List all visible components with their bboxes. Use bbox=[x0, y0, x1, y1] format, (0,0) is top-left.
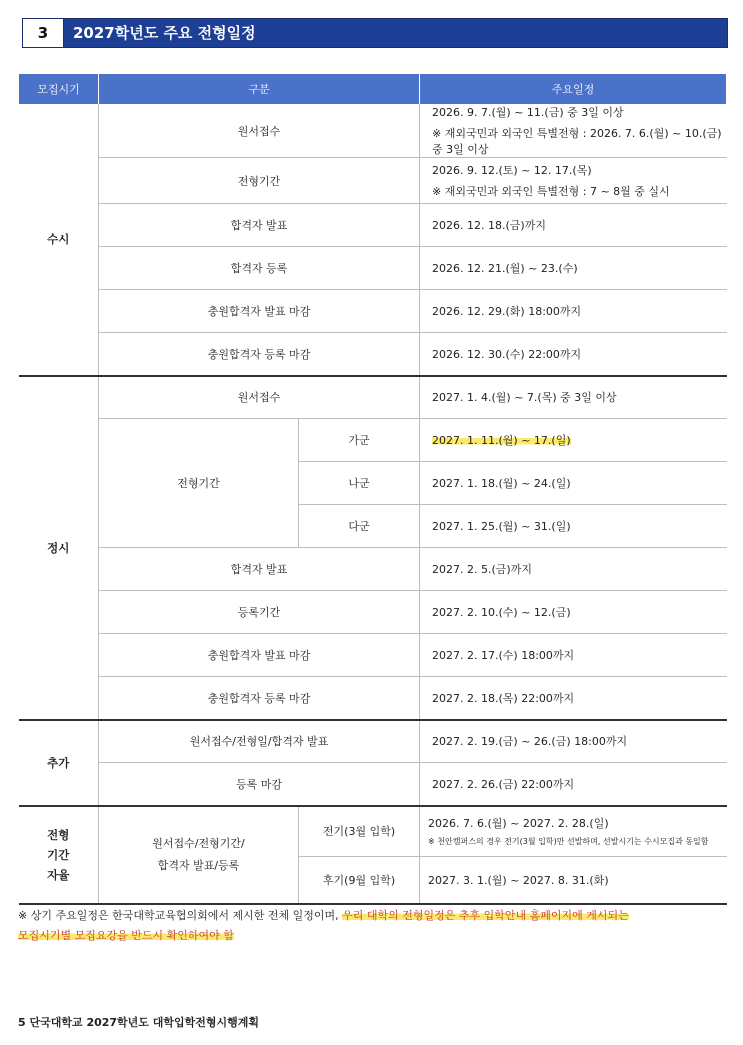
page-footer: 5 단국대학교 2027학년도 대학입학전형시행계획 bbox=[18, 1016, 260, 1029]
jeongsi-cat-apply: 원서접수 bbox=[99, 376, 420, 419]
susi-cat-3: 합격자 등록 bbox=[99, 247, 420, 290]
jeongsi-val-2: 2027. 2. 17.(수) 18:00까지 bbox=[420, 634, 727, 677]
jeongsi-val-3: 2027. 2. 18.(목) 22:00까지 bbox=[420, 677, 727, 720]
jeongsi-cat-3: 충원합격자 등록 마감 bbox=[99, 677, 420, 720]
group-na-value: 2027. 1. 18.(월) ~ 24.(일) bbox=[420, 462, 727, 505]
susi-val-2: 2026. 12. 18.(금)까지 bbox=[420, 204, 727, 247]
jayul-second-value: 2027. 3. 1.(월) ~ 2027. 8. 31.(화) bbox=[420, 857, 727, 904]
susi-cat-5: 충원합격자 등록 마감 bbox=[99, 333, 420, 376]
jeongsi-val-apply: 2027. 1. 4.(월) ~ 7.(목) 중 3일 이상 bbox=[420, 376, 727, 419]
period-jeongsi: 정시 bbox=[19, 376, 99, 720]
chuga-val-0: 2027. 2. 19.(금) ~ 26.(금) 18:00까지 bbox=[420, 720, 727, 763]
chuga-val-1: 2027. 2. 26.(금) 22:00까지 bbox=[420, 763, 727, 806]
susi-val-4: 2026. 12. 29.(화) 18:00까지 bbox=[420, 290, 727, 333]
period-chuga: 추가 bbox=[19, 720, 99, 806]
period-susi: 수시 bbox=[19, 104, 99, 376]
group-ga-value: 2027. 1. 11.(월) ~ 17.(일) bbox=[420, 419, 727, 462]
section-title: 2027학년도 주요 전형일정 bbox=[73, 24, 256, 42]
jeongsi-period-label: 전형기간 bbox=[99, 419, 299, 548]
jeongsi-val-1: 2027. 2. 10.(수) ~ 12.(금) bbox=[420, 591, 727, 634]
jeongsi-cat-2: 충원합격자 발표 마감 bbox=[99, 634, 420, 677]
susi-cat-1: 전형기간 bbox=[99, 158, 420, 204]
jeongsi-cat-1: 등록기간 bbox=[99, 591, 420, 634]
header-period: 모집시기 bbox=[19, 74, 99, 104]
susi-cat-2: 합격자 발표 bbox=[99, 204, 420, 247]
schedule-table bbox=[18, 74, 727, 905]
footnote-highlight-1: 우리 대학의 전형일정은 추후 입학안내 홈페이지에 게시되는 bbox=[342, 909, 629, 922]
susi-val-5: 2026. 12. 30.(수) 22:00까지 bbox=[420, 333, 727, 376]
jayul-first-term: 전기(3월 입학) bbox=[299, 806, 420, 857]
chuga-cat-1: 등록 마감 bbox=[99, 763, 420, 806]
susi-cat-0: 원서접수 bbox=[99, 104, 420, 158]
jayul-category: 원서접수/전형기간/ 합격자 발표/등록 bbox=[99, 806, 299, 904]
susi-val-1: 2026. 9. 12.(토) ~ 12. 17.(목) ※ 재외국민과 외국인 특별전형 : 7 ~ 8월 중 실시 bbox=[420, 158, 727, 204]
period-jayul: 전형 기간 자율 bbox=[19, 806, 99, 904]
jeongsi-cat-0: 합격자 발표 bbox=[99, 548, 420, 591]
footnote bbox=[18, 906, 728, 946]
group-ga: 가군 bbox=[299, 419, 420, 462]
susi-cat-4: 충원합격자 발표 마감 bbox=[99, 290, 420, 333]
section-title-bar bbox=[22, 18, 728, 48]
footnote-highlight-2: 모집시기별 모집요강을 반드시 확인하여야 함 bbox=[18, 929, 234, 942]
group-da-value: 2027. 1. 25.(월) ~ 31.(일) bbox=[420, 505, 727, 548]
section-number: 3 bbox=[23, 19, 64, 47]
jeongsi-val-0: 2027. 2. 5.(금)까지 bbox=[420, 548, 727, 591]
group-da: 다군 bbox=[299, 505, 420, 548]
jayul-first-value: 2026. 7. 6.(월) ~ 2027. 2. 28.(일) ※ 천안캠퍼스의 경우 전기(3월 입학)만 선발하며, 선발시기는 수시모집과 동일함 bbox=[420, 806, 727, 857]
header-schedule: 주요일정 bbox=[420, 74, 727, 104]
group-na: 나군 bbox=[299, 462, 420, 505]
susi-val-3: 2026. 12. 21.(월) ~ 23.(수) bbox=[420, 247, 727, 290]
footnote-prefix: ※ 상기 주요일정은 한국대학교육협의회에서 제시한 전체 일정이며, bbox=[18, 909, 343, 922]
jayul-second-term: 후기(9월 입학) bbox=[299, 857, 420, 904]
chuga-cat-0: 원서접수/전형일/합격자 발표 bbox=[99, 720, 420, 763]
susi-val-0: 2026. 9. 7.(월) ~ 11.(금) 중 3일 이상 ※ 재외국민과 외국인 특별전형 : 2026. 7. 6.(월) ~ 10.(금) 중 3일 이상 bbox=[420, 104, 727, 158]
header-category: 구분 bbox=[99, 74, 420, 104]
